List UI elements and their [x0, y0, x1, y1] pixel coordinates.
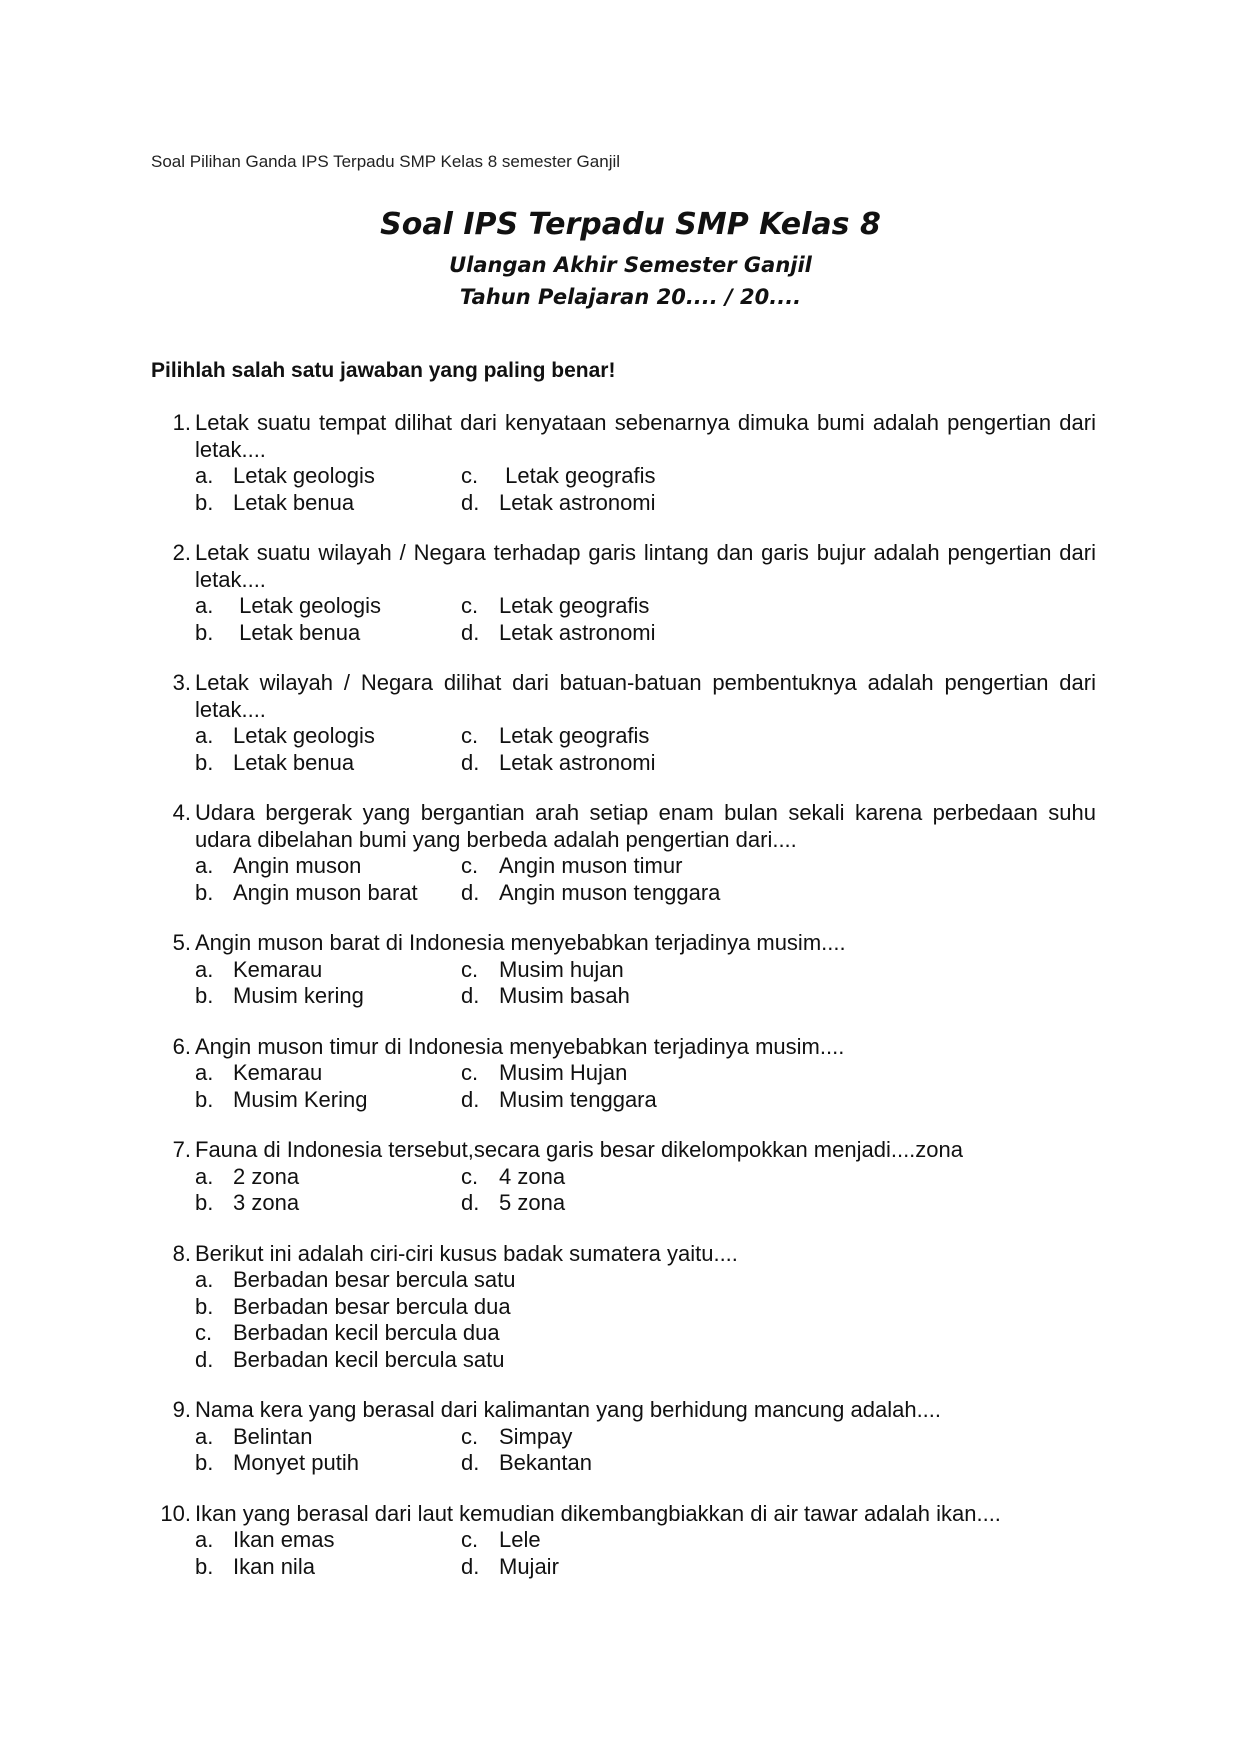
- option-letter: d.: [461, 1086, 480, 1112]
- option-text: Angin muson tenggara: [499, 879, 721, 905]
- option-letter: b.: [195, 619, 214, 645]
- option-d: [461, 1087, 1096, 1114]
- title-block: [0, 203, 1241, 313]
- option-letter: b.: [195, 1086, 214, 1112]
- option-letter: d.: [461, 1450, 480, 1475]
- option-letter: d.: [461, 619, 480, 645]
- option-letter: b.: [195, 879, 214, 905]
- option-a: [195, 1164, 461, 1191]
- option-letter: c.: [461, 593, 479, 618]
- option-letter: b.: [195, 1293, 214, 1319]
- option-text: 3 zona: [233, 1190, 300, 1215]
- option-letter: a.: [195, 1060, 214, 1085]
- question-text: Angin muson timur di Indonesia menyebabkan terjadinya musim....: [195, 1033, 845, 1059]
- option-d: [195, 1347, 1096, 1374]
- question-number: 10.: [160, 1500, 191, 1526]
- option-c: [461, 1527, 1096, 1554]
- option-a: [195, 1527, 461, 1554]
- option-b: [195, 1554, 461, 1581]
- option-text: Mujair: [499, 1553, 559, 1579]
- option-letter: d.: [461, 879, 480, 905]
- option-d: [461, 1554, 1096, 1581]
- question-number: 5.: [172, 930, 191, 955]
- option-letter: c.: [461, 956, 479, 982]
- option-letter: d.: [461, 1190, 480, 1215]
- option-letter: b.: [195, 983, 214, 1008]
- options: [195, 723, 1096, 776]
- option-text: Berbadan kecil bercula dua: [233, 1320, 500, 1345]
- option-a: [195, 593, 461, 620]
- question-number: 7.: [172, 1137, 191, 1162]
- option-text: Letak astronomi: [499, 619, 656, 645]
- option-a: [195, 957, 461, 984]
- question-text: Angin muson barat di Indonesia menyebabkan terjadinya musim....: [195, 930, 846, 955]
- option-letter: d.: [195, 1346, 214, 1372]
- option-text: Musim kering: [233, 983, 364, 1008]
- option-b: [195, 1087, 461, 1114]
- option-d: [461, 1450, 1096, 1477]
- option-letter: c.: [461, 723, 479, 748]
- option-text: Musim tenggara: [499, 1086, 657, 1112]
- option-a: [195, 853, 461, 880]
- option-a: [195, 1060, 461, 1087]
- option-letter: c.: [461, 1163, 479, 1189]
- option-a: [195, 1267, 1096, 1294]
- question-text: Berikut ini adalah ciri-ciri kusus badak sumatera yaitu....: [195, 1240, 738, 1266]
- question-number: 8.: [172, 1240, 191, 1266]
- option-b: [195, 490, 461, 517]
- question-3: [151, 670, 1096, 776]
- option-letter: d.: [461, 1553, 480, 1579]
- option-text: Musim basah: [499, 983, 630, 1008]
- option-letter: c.: [461, 463, 479, 488]
- option-text: Berbadan besar bercula satu: [233, 1267, 516, 1292]
- question-text: Nama kera yang berasal dari kalimantan yang berhidung mancung adalah....: [195, 1397, 942, 1422]
- option-text: Letak geologis: [233, 593, 381, 618]
- option-letter: b.: [195, 1553, 214, 1579]
- question-text: Udara bergerak yang bergantian arah setiap enam bulan sekali karena perbedaan suhu udara dibelahan bumi yang berbeda adalah pengertian dari....: [195, 800, 1096, 852]
- option-letter: c.: [461, 1423, 479, 1449]
- instruction: Pilihlah salah satu jawaban yang paling benar!: [151, 359, 616, 382]
- question-number: 9.: [172, 1397, 191, 1422]
- option-letter: a.: [195, 853, 214, 878]
- option-text: Letak benua: [233, 619, 361, 645]
- question-number: 4.: [172, 800, 191, 825]
- option-letter: b.: [195, 1450, 214, 1475]
- options: [195, 1527, 1096, 1580]
- options: [195, 957, 1096, 1010]
- page-subtitle: Ulangan Akhir Semester Ganjil: [449, 253, 812, 277]
- option-text: Belintan: [233, 1423, 313, 1449]
- option-letter: d.: [461, 983, 480, 1008]
- option-letter: b.: [195, 749, 214, 775]
- option-d: [461, 750, 1096, 777]
- option-text: Musim Kering: [233, 1086, 368, 1112]
- option-text: Letak geologis: [233, 723, 375, 748]
- question-list: [151, 410, 1096, 1604]
- option-letter: a.: [195, 723, 214, 748]
- options: [195, 593, 1096, 646]
- option-text: Ikan nila: [233, 1553, 315, 1579]
- option-text: Letak astronomi: [499, 489, 656, 515]
- option-b: [195, 1450, 461, 1477]
- options: [195, 1424, 1096, 1477]
- option-b: [195, 880, 461, 907]
- question-6: [151, 1034, 1096, 1114]
- option-letter: c.: [461, 1527, 479, 1552]
- question-1: [151, 410, 1096, 516]
- question-text: Ikan yang berasal dari laut kemudian dikembangbiakkan di air tawar adalah ikan....: [195, 1500, 1001, 1526]
- option-c: [461, 853, 1096, 880]
- question-text: Fauna di Indonesia tersebut,secara garis besar dikelompokkan menjadi....zona: [195, 1137, 964, 1162]
- options: [195, 1267, 1096, 1373]
- option-text: Simpay: [499, 1423, 573, 1449]
- option-b: [195, 1294, 1096, 1321]
- option-text: Angin muson: [233, 853, 362, 878]
- option-text: Monyet putih: [233, 1450, 359, 1475]
- option-text: Angin muson barat: [233, 879, 418, 905]
- option-c: [461, 723, 1096, 750]
- options: [195, 853, 1096, 906]
- option-text: Angin muson timur: [499, 853, 683, 878]
- option-text: Lele: [499, 1527, 541, 1552]
- option-c: [461, 593, 1096, 620]
- academic-year: Tahun Pelajaran 20.... / 20....: [459, 285, 802, 309]
- option-text: Berbadan kecil bercula satu: [233, 1346, 505, 1372]
- question-number: 3.: [172, 670, 191, 695]
- options: [195, 1164, 1096, 1217]
- question-text: Letak suatu wilayah / Negara terhadap garis lintang dan garis bujur adalah pengertian dari letak....: [195, 540, 1096, 592]
- option-b: [195, 750, 461, 777]
- option-letter: a.: [195, 1163, 214, 1189]
- option-text: Letak geografis: [499, 593, 650, 618]
- option-d: [461, 620, 1096, 647]
- question-7: [151, 1137, 1096, 1217]
- option-text: 4 zona: [499, 1163, 566, 1189]
- option-d: [461, 1190, 1096, 1217]
- question-9: [151, 1397, 1096, 1477]
- option-text: Kemarau: [233, 1060, 323, 1085]
- option-letter: b.: [195, 1190, 214, 1215]
- option-text: Letak benua: [233, 749, 355, 775]
- option-c: [461, 1164, 1096, 1191]
- option-d: [461, 983, 1096, 1010]
- option-a: [195, 1424, 461, 1451]
- question-number: 6.: [172, 1033, 191, 1059]
- option-text: Letak geografis: [499, 723, 650, 748]
- option-text: Berbadan besar bercula dua: [233, 1293, 511, 1319]
- option-text: Letak astronomi: [499, 749, 656, 775]
- running-header: Soal Pilihan Ganda IPS Terpadu SMP Kelas 8 semester Ganjil: [151, 152, 621, 171]
- option-letter: c.: [195, 1320, 213, 1345]
- option-letter: c.: [461, 853, 479, 878]
- option-text: Musim Hujan: [499, 1060, 628, 1085]
- option-a: [195, 463, 461, 490]
- question-10: [151, 1501, 1096, 1581]
- option-text: Musim hujan: [499, 956, 624, 982]
- option-letter: d.: [461, 489, 480, 515]
- option-text: Letak geologis: [233, 463, 375, 488]
- options: [195, 1060, 1096, 1113]
- question-number: 1.: [172, 410, 191, 435]
- option-letter: a.: [195, 593, 214, 618]
- option-d: [461, 880, 1096, 907]
- option-c: [461, 463, 1096, 490]
- option-letter: a.: [195, 1423, 214, 1449]
- option-letter: a.: [195, 463, 214, 488]
- option-text: Ikan emas: [233, 1527, 335, 1552]
- options: [195, 463, 1096, 516]
- question-number: 2.: [172, 540, 191, 565]
- option-c: [461, 957, 1096, 984]
- question-text: Letak wilayah / Negara dilihat dari batuan-batuan pembentuknya adalah pengertian dari letak....: [195, 670, 1096, 722]
- option-text: Bekantan: [499, 1450, 592, 1475]
- option-b: [195, 620, 461, 647]
- option-letter: a.: [195, 1267, 214, 1292]
- question-5: [151, 930, 1096, 1010]
- option-text: Letak geografis: [499, 463, 656, 488]
- option-c: [461, 1060, 1096, 1087]
- option-a: [195, 723, 461, 750]
- option-letter: a.: [195, 956, 214, 982]
- option-letter: a.: [195, 1527, 214, 1552]
- option-text: 5 zona: [499, 1190, 566, 1215]
- option-b: [195, 1190, 461, 1217]
- question-4: [151, 800, 1096, 906]
- option-c: [461, 1424, 1096, 1451]
- page-title: Soal IPS Terpadu SMP Kelas 8: [380, 207, 881, 242]
- question-2: [151, 540, 1096, 646]
- option-text: 2 zona: [233, 1163, 300, 1189]
- option-letter: b.: [195, 489, 214, 515]
- question-8: [151, 1241, 1096, 1374]
- option-letter: c.: [461, 1060, 479, 1085]
- option-text: Kemarau: [233, 956, 323, 982]
- option-b: [195, 983, 461, 1010]
- option-letter: d.: [461, 749, 480, 775]
- question-text: Letak suatu tempat dilihat dari kenyataan sebenarnya dimuka bumi adalah pengertian dari letak....: [195, 410, 1096, 462]
- option-c: [195, 1320, 1096, 1347]
- option-text: Letak benua: [233, 489, 355, 515]
- option-d: [461, 490, 1096, 517]
